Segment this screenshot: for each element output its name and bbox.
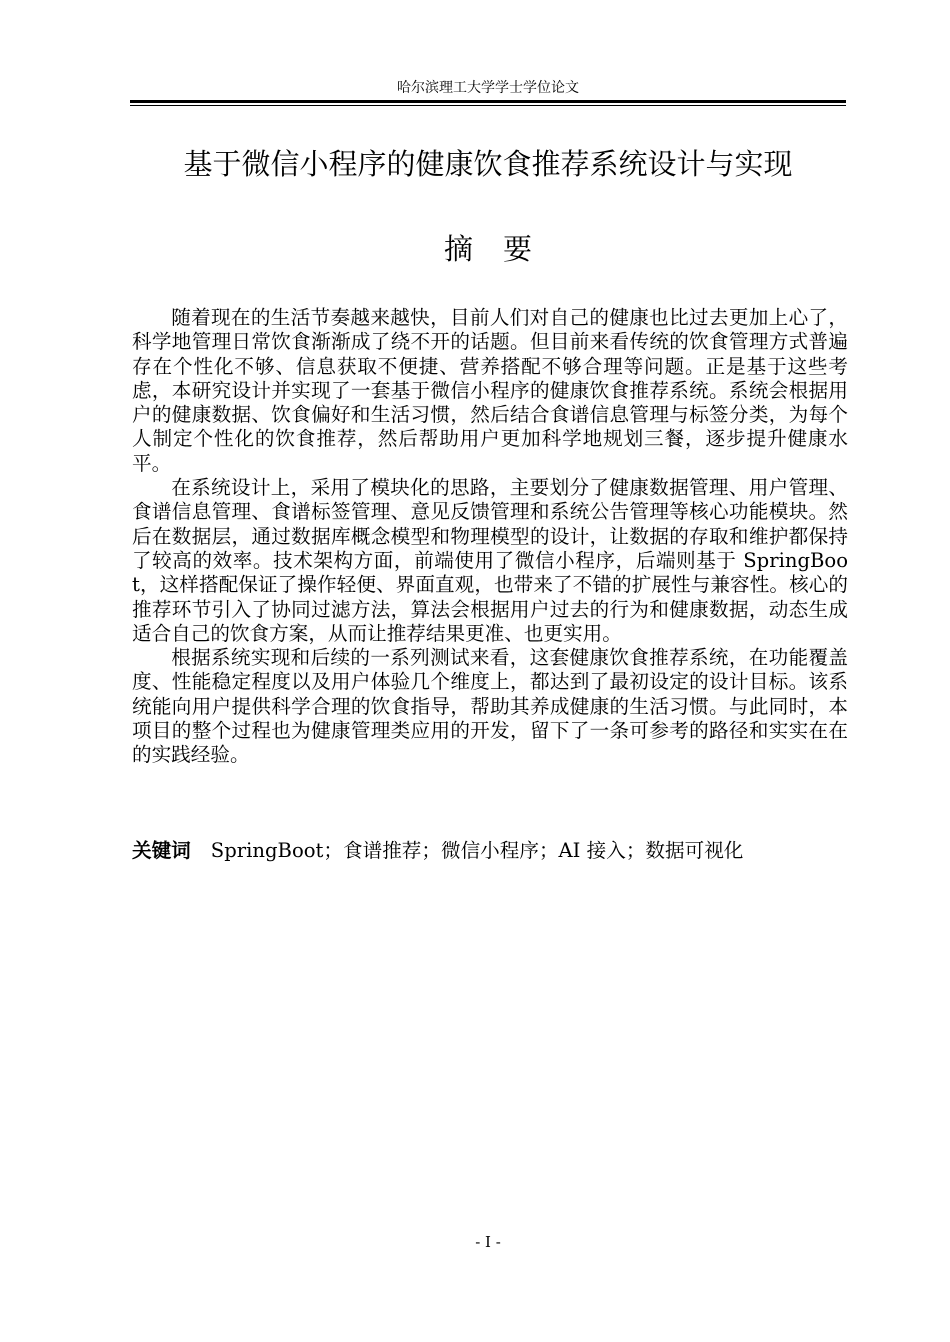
abstract-heading-part1: 摘 [443, 232, 473, 266]
abstract-paragraph-1: 随着现在的生活节奏越来越快，目前人们对自己的健康也比过去更加上心了，科学地管理日常饮食渐渐成了绕不开的话题。但目前来看传统的饮食管理方式普遍存在个性化不够、信息获取不便捷、营养搭配不够合理等问题。正是基于这些考虑，本研究设计并实现了一套基于微信小程序的健康饮食推荐系统。系统会根据用户的健康数据、饮食偏好和生活习惯，然后结合食谱信息管理与标签分类，为每个人制定个性化的饮食推荐，然后帮助用户更加科学地规划三餐，逐步提升健康水平。 [132, 306, 848, 475]
abstract-body [132, 306, 848, 768]
abstract-paragraph-2: 在系统设计上，采用了模块化的思路，主要划分了健康数据管理、用户管理、食谱信息管理、食谱标签管理、意见反馈管理和系统公告管理等核心功能模块。然后在数据层，通过数据库概念模型和物理模型的设计，让数据的存取和维护都保持了较高的效率。技术架构方面，前端使用了微信小程序，后端则基于 SpringBoot，这样搭配保证了操作轻便、界面直观，也带来了不错的扩展性与兼容性。核心的推荐环节引入了协同过滤方法，算法会根据用户过去的行为和健康数据，动态生成适合自己的饮食方案，从而让推荐结果更准、也更实用。 [132, 476, 848, 645]
abstract-heading-part2: 要 [503, 232, 533, 266]
abstract-heading [130, 229, 846, 269]
thesis-title: 基于微信小程序的健康饮食推荐系统设计与实现 [183, 147, 793, 181]
abstract-paragraph-3: 根据系统实现和后续的一系列测试来看，这套健康饮食推荐系统，在功能覆盖度、性能稳定程度以及用户体验几个维度上，都达到了最初设定的设计目标。该系统能向用户提供科学合理的饮食指导，帮助其养成健康的生活习惯。与此同时，本项目的整个过程也为健康管理类应用的开发，留下了一条可参考的路径和实实在在的实践经验。 [132, 646, 848, 767]
keywords-text: SpringBoot；食谱推荐；微信小程序；AI 接入；数据可视化 [210, 839, 744, 862]
running-header: 哈尔滨理工大学学士学位论文 [397, 80, 579, 96]
header-rule-thick [130, 100, 846, 103]
keywords-label: 关键词 [132, 839, 191, 862]
header-rule-thin [130, 105, 846, 106]
keywords-line [132, 838, 848, 864]
page-number: - I - [475, 1233, 501, 1251]
